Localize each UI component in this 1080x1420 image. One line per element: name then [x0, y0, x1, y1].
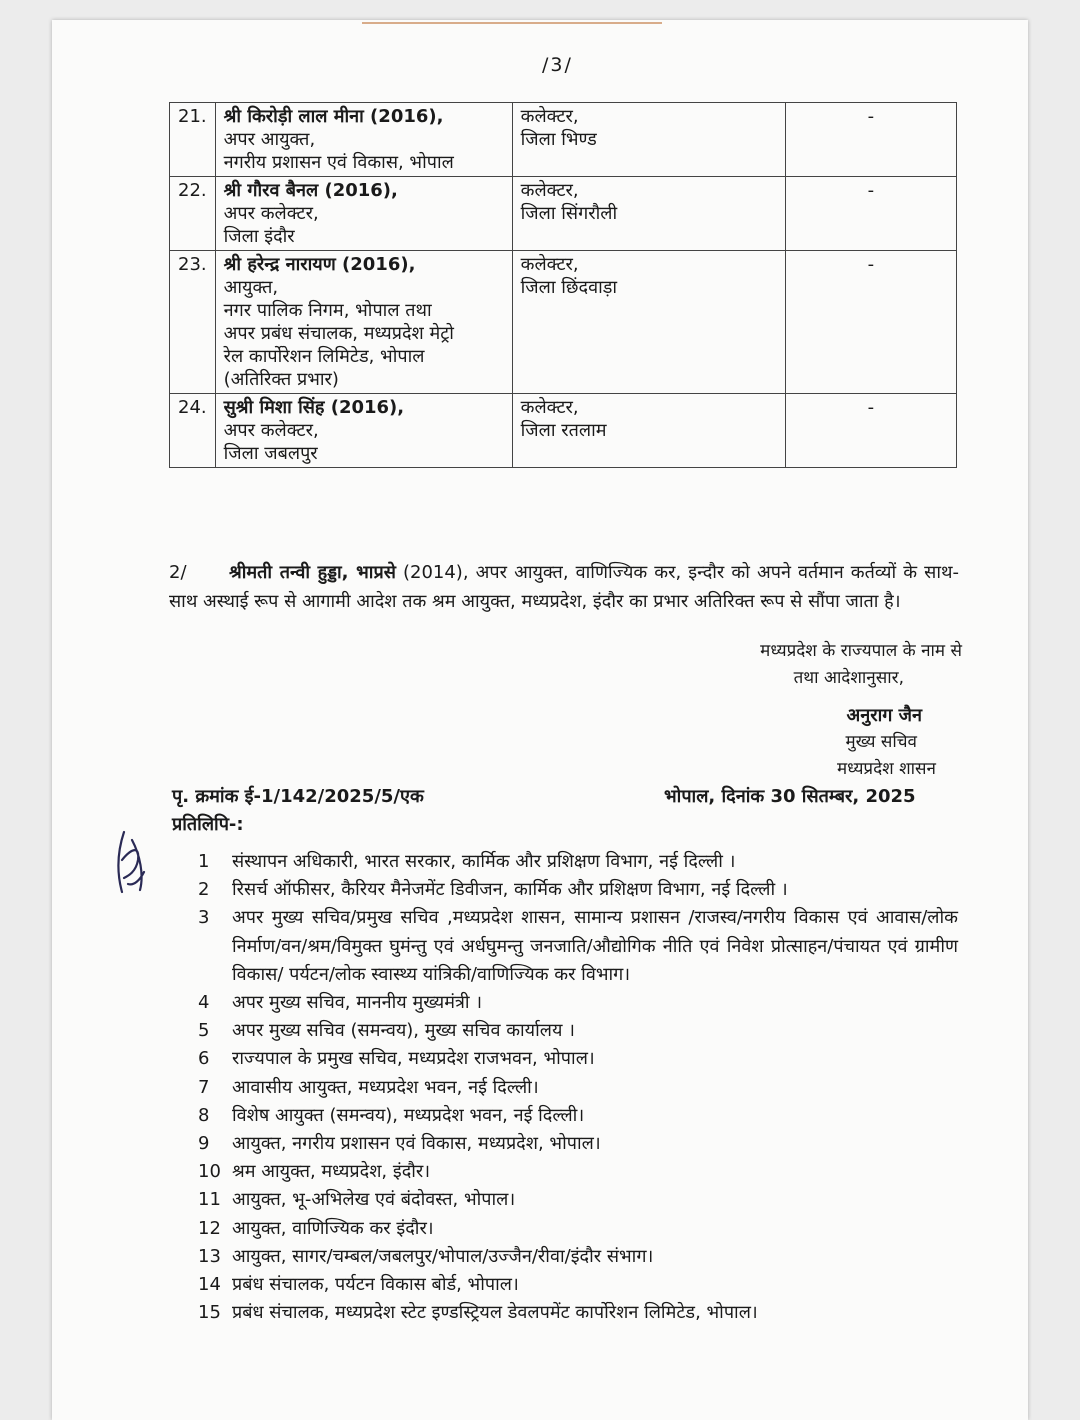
current-posting-line: अपर आयुक्त,	[223, 129, 316, 150]
officer-name: श्रीमती तन्वी हुड्डा, भाप्रसे	[229, 562, 396, 583]
table-row	[170, 251, 957, 394]
current-posting-line: अपर कलेक्टर,	[223, 203, 319, 224]
list-item	[198, 1186, 958, 1214]
new-posting-cell	[512, 103, 785, 177]
list-item	[198, 1243, 958, 1271]
issue-date: भोपाल, दिनांक 30 सितम्बर, 2025	[664, 786, 916, 807]
current-posting-line: नगरीय प्रशासन एवं विकास, भोपाल	[223, 152, 454, 173]
list-item-text: विशेष आयुक्त (समन्वय), मध्यप्रदेश भवन, नई दिल्ली।	[232, 1104, 585, 1126]
current-posting-line: रेल कार्पोरेशन लिमिटेड, भोपाल	[223, 346, 425, 367]
current-posting-line: आयुक्त,	[223, 277, 279, 298]
officer-name: श्री हरेन्द्र नारायण (2016),	[223, 254, 416, 275]
signatory-designation: मुख्य सचिव	[845, 732, 917, 752]
list-item-number: 3	[198, 907, 210, 929]
list-item-number: 1	[198, 851, 210, 872]
signatory-office: मध्यप्रदेश शासन	[837, 759, 936, 779]
new-posting-line: कलेक्टर,	[520, 180, 579, 201]
list-item-text: प्रबंध संचालक, पर्यटन विकास बोर्ड, भोपाल।	[232, 1274, 519, 1296]
list-item	[198, 1102, 958, 1130]
list-item-number: 9	[198, 1133, 210, 1155]
table-row	[170, 177, 957, 251]
list-item	[198, 1074, 958, 1102]
new-posting-line: जिला रतलाम	[520, 420, 607, 441]
list-item-number: 10	[198, 1161, 221, 1183]
table-row	[170, 394, 957, 468]
paragraph-2	[169, 558, 959, 616]
list-item-number: 4	[198, 992, 210, 1014]
list-item	[198, 1271, 958, 1299]
list-item-text: आयुक्त, सागर/चम्बल/जबलपुर/भोपाल/उज्जैन/रीवा/इंदौर संभाग।	[232, 1245, 654, 1267]
list-item-number: 8	[198, 1104, 210, 1126]
list-item	[198, 1130, 958, 1158]
list-item	[198, 1215, 958, 1243]
list-item-text: संस्थापन अधिकारी, भारत सरकार, कार्मिक और प्रशिक्षण विभाग, नई दिल्ली ।	[232, 851, 736, 872]
page-number: /3/	[542, 54, 573, 76]
new-posting-line: जिला सिंगरौली	[520, 203, 618, 224]
new-posting-cell	[512, 177, 785, 251]
list-item	[198, 904, 958, 989]
list-item-number: 11	[198, 1189, 221, 1211]
new-posting-cell	[512, 394, 785, 468]
new-posting-line: कलेक्टर,	[520, 254, 579, 275]
signatory-name: अनुराग जैन	[846, 705, 922, 726]
officer-name: सुश्री मिशा सिंह (2016),	[223, 397, 405, 418]
remark-cell: -	[785, 394, 956, 468]
list-item-number: 5	[198, 1020, 210, 1042]
sign-line-1: मध्यप्रदेश के राज्यपाल के नाम से	[760, 641, 962, 661]
posting-table	[169, 102, 957, 468]
current-posting-line: (अतिरिक्त प्रभार)	[223, 369, 339, 390]
top-edge-mark	[362, 22, 662, 24]
list-item	[198, 1045, 958, 1073]
remark-cell: -	[785, 251, 956, 394]
list-item	[198, 1158, 958, 1186]
list-item	[198, 1017, 958, 1045]
list-item-text: आयुक्त, नगरीय प्रशासन एवं विकास, मध्यप्रदेश, भोपाल।	[232, 1133, 601, 1155]
list-item-text: अपर मुख्य सचिव, माननीय मुख्यमंत्री ।	[232, 992, 483, 1014]
list-item-number: 12	[198, 1217, 221, 1239]
current-posting-line: अपर प्रबंध संचालक, मध्यप्रदेश मेट्रो	[223, 323, 454, 344]
handwritten-signature	[110, 820, 160, 900]
copy-list	[198, 848, 958, 1327]
row-number: 21.	[170, 103, 216, 177]
sign-line-2: तथा आदेशानुसार,	[793, 668, 904, 688]
paragraph-text: (2014), अपर आयुक्त, वाणिज्यिक कर, इन्दौर को अपने वर्तमान कर्तव्यों के साथ-साथ अस्थाई रूप से आगामी आदेश तक श्रम आयुक्त, मध्यप्रदेश, इंदौर का प्रभार अतिरिक्त रूप से सौंपा जाता है।	[169, 562, 959, 612]
copy-label: प्रतिलिपि-:	[172, 814, 244, 835]
list-item-text: अपर मुख्य सचिव (समन्वय), मुख्य सचिव कार्यालय ।	[232, 1020, 575, 1042]
paragraph-number: 2/	[169, 562, 187, 583]
new-posting-line: जिला छिंदवाड़ा	[520, 277, 618, 298]
current-posting-line: अपर कलेक्टर,	[223, 420, 319, 441]
current-posting-line: जिला जबलपुर	[223, 443, 318, 464]
list-item-number: 7	[198, 1076, 210, 1098]
row-number: 23.	[170, 251, 216, 394]
current-posting-cell	[215, 103, 512, 177]
list-item-number: 15	[198, 1302, 221, 1324]
current-posting-cell	[215, 251, 512, 394]
officer-name: श्री किरोड़ी लाल मीना (2016),	[223, 106, 444, 127]
new-posting-line: कलेक्टर,	[520, 397, 579, 418]
current-posting-cell	[215, 394, 512, 468]
list-item-text: आयुक्त, वाणिज्यिक कर इंदौर।	[232, 1217, 434, 1239]
list-item	[198, 848, 958, 876]
list-item-text: अपर मुख्य सचिव/प्रमुख सचिव ,मध्यप्रदेश शासन, सामान्य प्रशासन /राजस्व/नगरीय विकास एवं आवास/लोक निर्माण/वन/श्रम/विमुक्त घुमंन्तु एवं अर्धघुमन्तु जनजाति/औद्योगिक नीति एवं निवेश प्रोत्साहन/पंचायत एवं ग्रामीण विकास/ पर्यटन/लोक स्वास्थ्य यांत्रिकी/वाणिज्यिक कर विभाग।	[232, 907, 958, 985]
list-item-text: आवासीय आयुक्त, मध्यप्रदेश भवन, नई दिल्ली।	[232, 1076, 539, 1098]
list-item-number: 6	[198, 1048, 210, 1070]
remark-cell: -	[785, 103, 956, 177]
current-posting-cell	[215, 177, 512, 251]
new-posting-line: कलेक्टर,	[520, 106, 579, 127]
list-item-text: श्रम आयुक्त, मध्यप्रदेश, इंदौर।	[232, 1161, 431, 1183]
list-item-number: 2	[198, 879, 210, 901]
row-number: 22.	[170, 177, 216, 251]
signature-block	[662, 638, 962, 783]
table-row	[170, 103, 957, 177]
list-item-text: राज्यपाल के प्रमुख सचिव, मध्यप्रदेश राजभवन, भोपाल।	[232, 1048, 595, 1070]
list-item	[198, 876, 958, 904]
list-item-text: प्रबंध संचालक, मध्यप्रदेश स्टेट इण्डस्ट्रियल डेवलपमेंट कार्पोरेशन लिमिटेड, भोपाल।	[232, 1302, 758, 1324]
officer-name: श्री गौरव बैनल (2016),	[223, 180, 398, 201]
current-posting-line: जिला इंदौर	[223, 226, 295, 247]
list-item-text: रिसर्च ऑफीसर, कैरियर मैनेजमेंट डिवीजन, कार्मिक और प्रशिक्षण विभाग, नई दिल्ली ।	[232, 879, 788, 901]
new-posting-line: जिला भिण्ड	[520, 129, 597, 150]
current-posting-line: नगर पालिक निगम, भोपाल तथा	[223, 300, 432, 321]
new-posting-cell	[512, 251, 785, 394]
reference-number: पृ. क्रमांक ई-1/142/2025/5/एक	[172, 786, 424, 807]
list-item	[198, 989, 958, 1017]
list-item-number: 14	[198, 1274, 221, 1296]
remark-cell: -	[785, 177, 956, 251]
list-item-text: आयुक्त, भू-अभिलेख एवं बंदोवस्त, भोपाल।	[232, 1189, 516, 1211]
document-page	[52, 20, 1028, 1420]
row-number: 24.	[170, 394, 216, 468]
list-item	[198, 1299, 958, 1327]
list-item-number: 13	[198, 1245, 221, 1267]
